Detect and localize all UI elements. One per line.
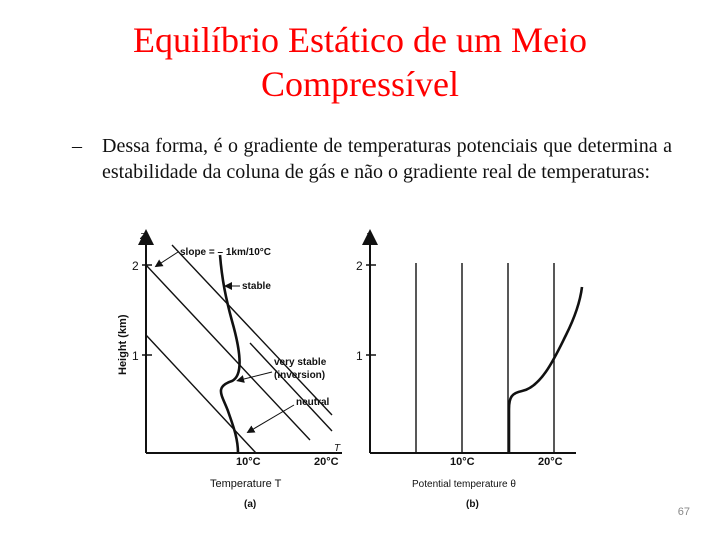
potential-temperature-profile bbox=[509, 287, 582, 453]
stability-figure bbox=[110, 225, 590, 520]
panel-b-x-tick-10: 10°C bbox=[450, 456, 475, 468]
panel-b bbox=[356, 230, 582, 510]
bullet-text: Dessa forma, é o gradiente de temperaturas potenciais que determina a estabilidade da coluna de gás e não o gradiente real de temperaturas: bbox=[102, 135, 672, 183]
slide-title-line-1: Equilíbrio Estático de um Meio bbox=[133, 20, 587, 60]
stable-annotation: stable bbox=[242, 281, 271, 292]
slope-pointer bbox=[158, 252, 178, 265]
slope-annotation: slope = – 1km/10°C bbox=[180, 247, 271, 258]
very-stable-annotation-1: very stable bbox=[274, 357, 327, 368]
bullet-marker: – bbox=[72, 135, 82, 157]
panel-b-y-tick-1: 1 bbox=[356, 349, 363, 363]
panel-a-z-label: z bbox=[140, 230, 146, 242]
bullet-item bbox=[72, 133, 672, 185]
panel-b-z-label: z bbox=[366, 230, 372, 242]
panel-a-caption: (a) bbox=[244, 499, 257, 510]
panel-a-x-label: Temperature T bbox=[210, 478, 282, 490]
slide-title bbox=[0, 18, 720, 106]
very-stable-annotation-2: (inversion) bbox=[274, 370, 326, 381]
panel-a-y-label: Height (km) bbox=[117, 314, 129, 375]
panel-a bbox=[117, 230, 342, 510]
very-stable-pointer bbox=[240, 372, 272, 380]
panel-a-y-tick-2: 2 bbox=[132, 259, 139, 273]
panel-a-x-end: T bbox=[334, 443, 341, 454]
stability-diagram bbox=[110, 225, 590, 520]
panel-b-x-tick-20: 20°C bbox=[538, 456, 563, 468]
slide-title-line-2: Compressível bbox=[261, 64, 459, 104]
neutral-pointer bbox=[250, 405, 294, 431]
panel-a-x-tick-20: 20°C bbox=[314, 456, 339, 468]
panel-b-y-tick-2: 2 bbox=[356, 259, 363, 273]
page-number: 67 bbox=[677, 506, 690, 518]
panel-a-y-tick-1: 1 bbox=[132, 349, 139, 363]
panel-a-x-tick-10: 10°C bbox=[236, 456, 261, 468]
neutral-annotation: neutral bbox=[296, 397, 330, 408]
panel-b-caption: (b) bbox=[466, 499, 479, 510]
panel-b-x-label: Potential temperature θ bbox=[412, 479, 516, 490]
